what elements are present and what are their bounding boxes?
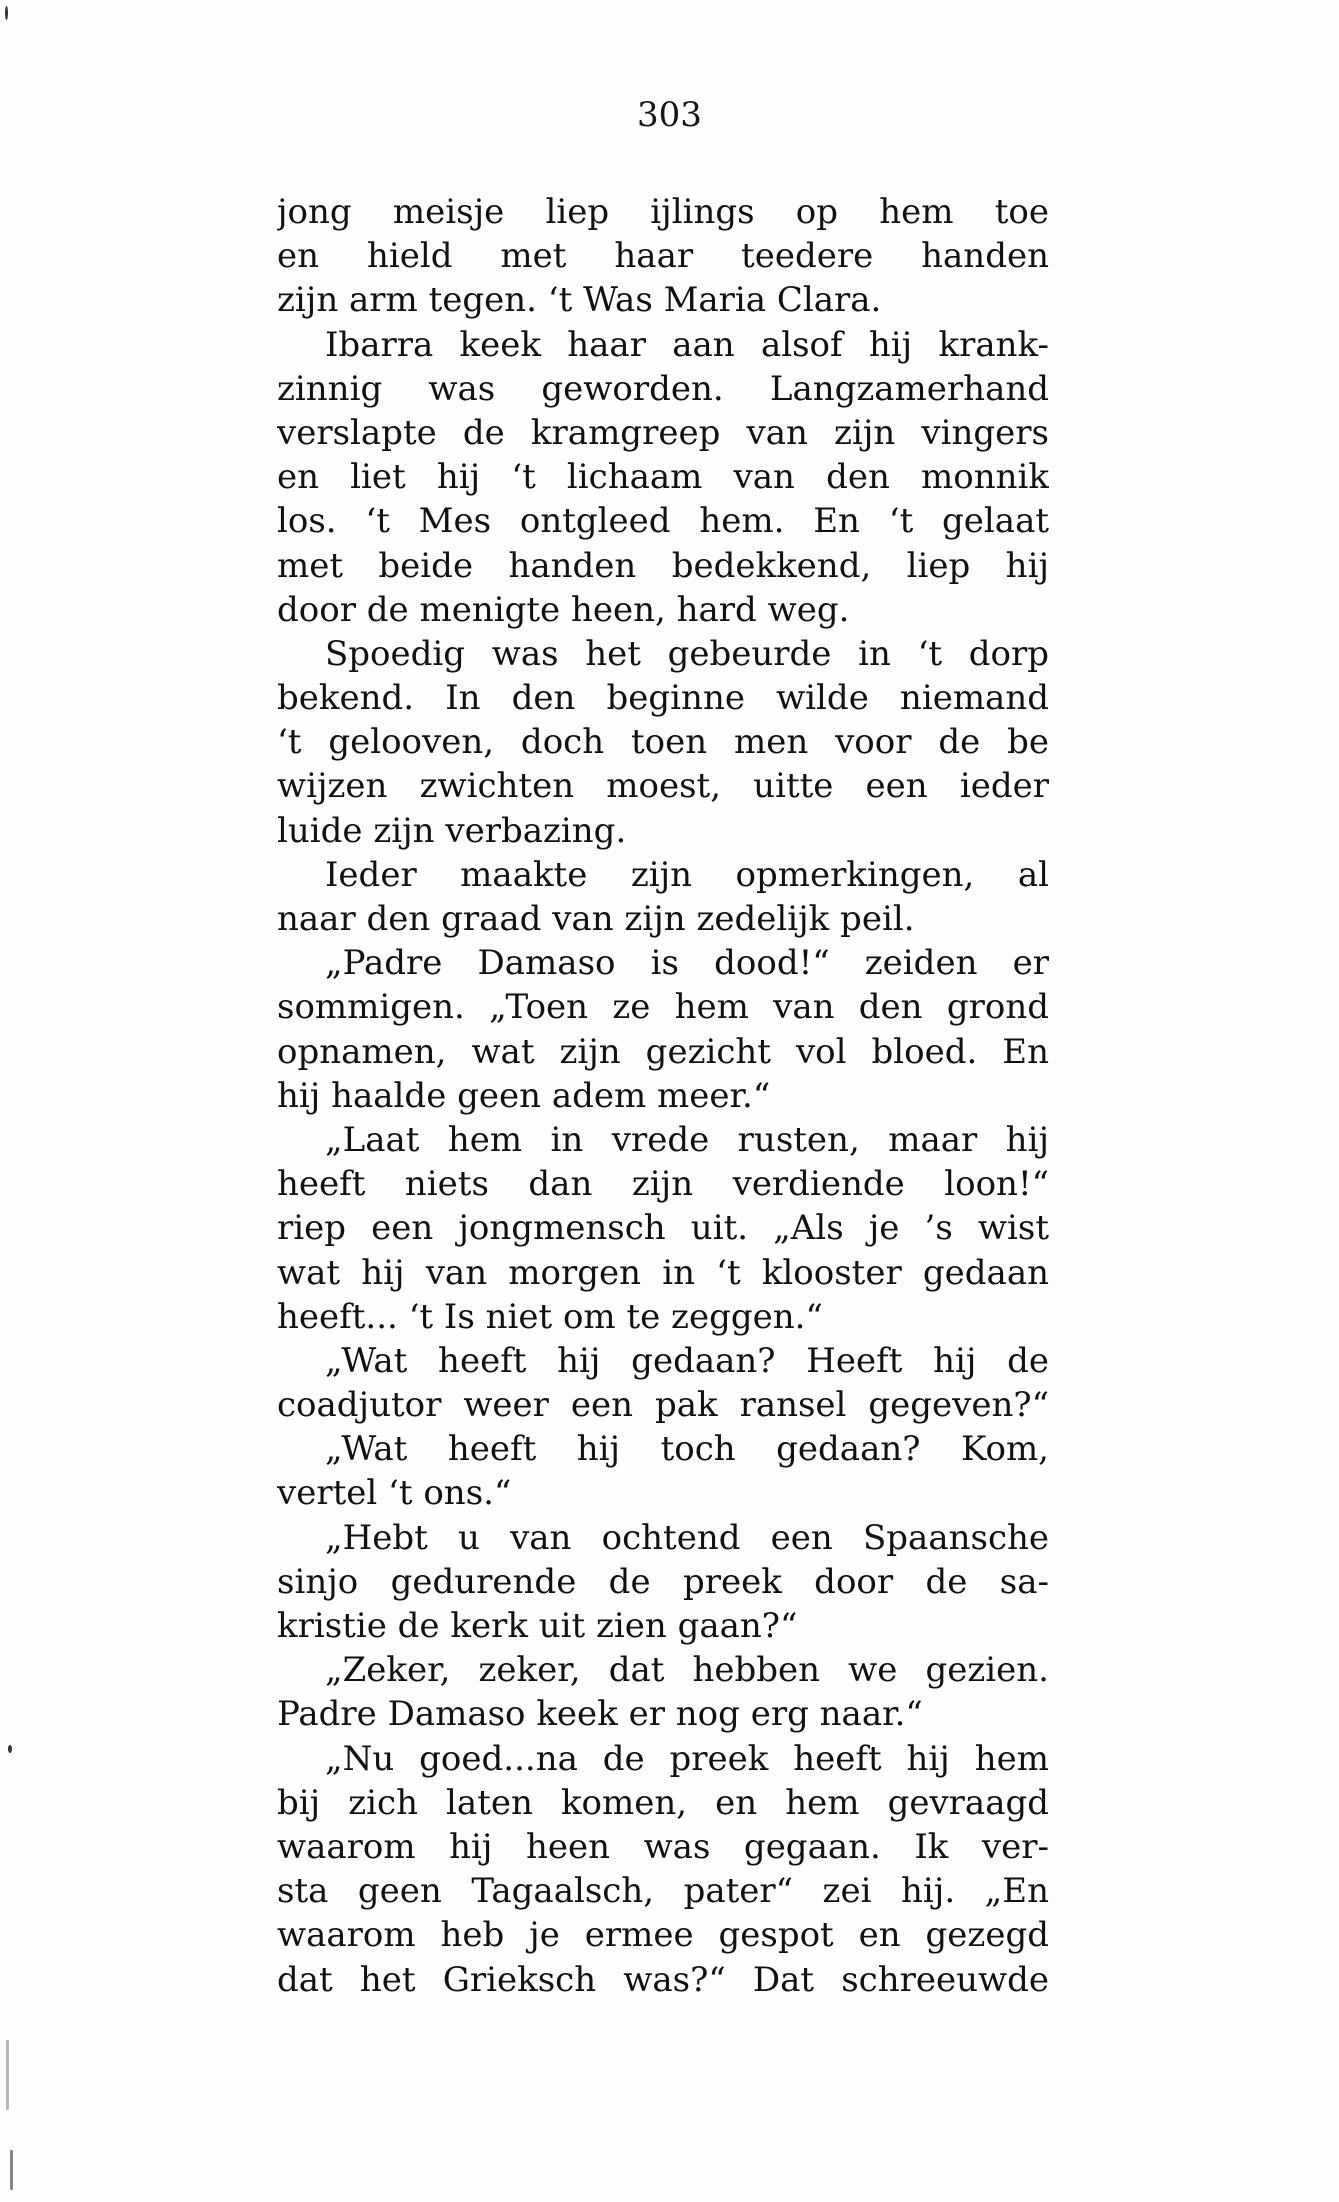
text-line: opnamen, wat zijn gezicht vol bloed. En [277,1031,1049,1072]
scan-speck [10,2150,13,2190]
text-line: jong meisje liep ijlings op hem toe [277,192,1049,232]
scan-speck [5,6,8,20]
text-line: „Zeker, zeker, dat hebben we gezien. [325,1650,1049,1691]
text-line: los. ‘t Mes ontgleed hem. En ‘t gelaat [277,501,1049,542]
text-line: riep een jongmensch uit. „Als je ’s wist [277,1208,1049,1249]
text-line: naar den graad van zijn zedelijk peil. [277,899,915,939]
text-line: bekend. In den beginne wilde niemand [277,678,1049,719]
text-line: „Nu goed...na de preek heeft hij hem [325,1738,1049,1779]
text-line: „Wat heeft hij gedaan? Heeft hij de [325,1340,1049,1381]
text-line: ‘t gelooven, doch toen men voor de be [277,722,1049,763]
text-line: „Hebt u van ochtend een Spaansche [325,1517,1049,1558]
scan-speck [8,1745,12,1753]
text-line: door de menigte heen, hard weg. [277,589,850,630]
text-line: en liet hij ‘t lichaam van den monnik [277,457,1049,498]
text-line: „Laat hem in vrede rusten, maar hij [325,1119,1049,1160]
text-line: Ibarra keek haar aan alsof hij krank- [325,324,1049,365]
text-line: Padre Damaso keek er nog erg naar.“ [277,1694,923,1735]
text-line: sommigen. „Toen ze hem van den grond [277,987,1049,1028]
text-line: „Padre Damaso is dood!“ zeiden er [325,943,1049,984]
text-line: verslapte de kramgreep van zijn vingers [277,412,1049,453]
text-line: heeft niets dan zijn verdiende loon!“ [277,1164,1049,1205]
text-line: luide zijn verbazing. [277,810,627,851]
text-line: coadjutor weer een pak ransel gegeven?“ [277,1385,1049,1426]
text-line: dat het Grieksch was?“ Dat schreeuwde [277,1959,1049,2000]
text-line: zinnig was geworden. Langzamerhand [277,368,1049,409]
text-line: waarom hij heen was gegaan. Ik ver- [277,1826,1049,1867]
text-line: kristie de kerk uit zien gaan?“ [277,1606,798,1646]
text-line: sta geen Tagaalsch, pater“ zei hij. „En [277,1871,1049,1912]
text-line: met beide handen bedekkend, liep hij [277,545,1049,586]
text-line: wijzen zwichten moest, uitte een ieder [277,766,1049,807]
text-line: bij zich laten komen, en hem gevraagd [277,1782,1049,1823]
text-line: vertel ‘t ons.“ [277,1473,512,1514]
text-line: sinjo gedurende de preek door de sa- [277,1561,1049,1602]
text-line: zijn arm tegen. ‘t Was Maria Clara. [277,280,882,321]
text-line: en hield met haar teedere handen [277,236,1049,277]
text-line: Spoedig was het gebeurde in ‘t dorp [325,633,1049,674]
text-line: „Wat heeft hij toch gedaan? Kom, [325,1429,1049,1470]
body-text [277,190,1049,2002]
text-line: waarom heb je ermee gespot en gezegd [277,1915,1049,1956]
text-line: Ieder maakte zijn opmerkingen, al [325,854,1049,895]
page-number: 303 [637,95,702,135]
text-line: wat hij van morgen in ‘t klooster gedaan [277,1252,1049,1293]
scan-speck [6,2040,9,2110]
text-line: hij haalde geen adem meer.“ [277,1075,771,1116]
text-line: heeft... ‘t Is niet om te zeggen.“ [277,1296,823,1337]
